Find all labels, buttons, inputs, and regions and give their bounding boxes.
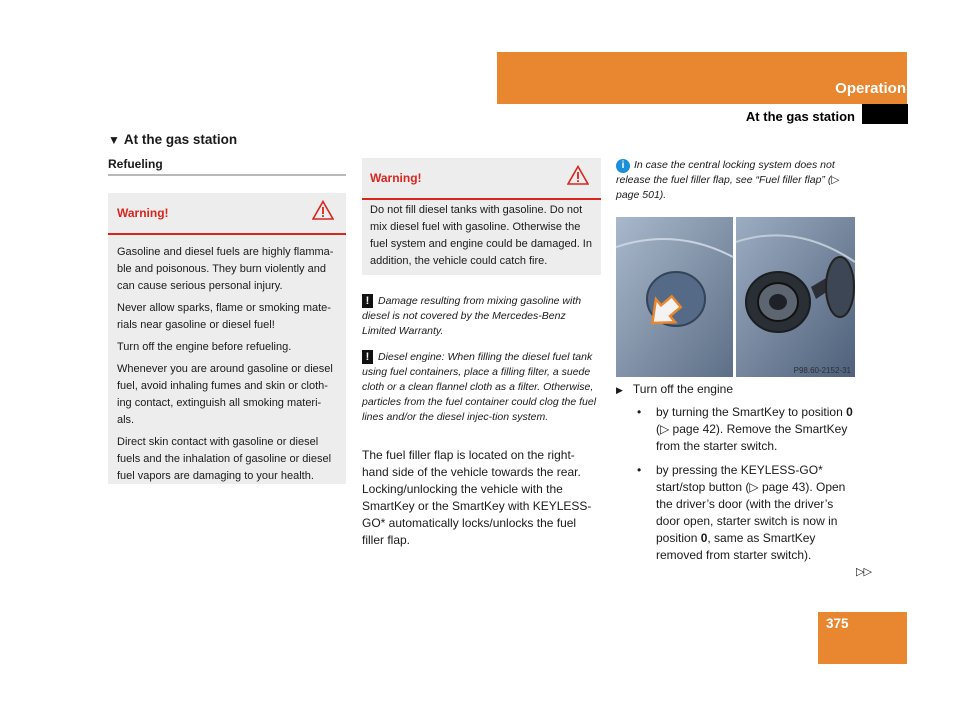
bullet-text-part: by turning the SmartKey to position	[656, 405, 847, 419]
caution-note-text: Diesel engine: When filling the diesel fuel tank using fuel containers, place a filling filter, a suede cloth or a clean flannel cloth as a filter. Otherwise, particles from the fuel container could clog the fuel lines and/or the diesel injec-tion system.	[362, 351, 597, 423]
heading-text: At the gas station	[123, 132, 238, 147]
section-title: Operation	[835, 80, 906, 97]
subheading-rule	[108, 174, 346, 176]
warning-box-fuel-hazard	[108, 193, 346, 484]
warning-triangle-icon	[567, 165, 589, 185]
exclamation-icon: !	[362, 350, 373, 364]
bullet-text-part: , same as SmartKey removed from starter switch).	[656, 531, 816, 562]
warning-paragraph: Direct skin contact with gasoline or diesel fuels and the inhalation of gasoline or diesel fuel vapors are damaging to your health.	[117, 436, 332, 482]
exclamation-icon: !	[362, 294, 373, 308]
sub-section-title: At the gas station	[745, 109, 855, 124]
warning-box-diesel	[362, 158, 601, 275]
info-icon: i	[616, 159, 630, 173]
warning-triangle-icon	[312, 200, 334, 220]
warning-paragraph: Turn off the engine before refueling.	[117, 341, 292, 353]
bullet-dot: •	[637, 405, 642, 419]
continue-arrows-icon: ▷▷	[856, 566, 871, 578]
photo-code: P98.60-2152-31	[793, 366, 851, 375]
fuel-flap-illustration	[616, 217, 855, 377]
step-text: Turn off the engine	[632, 382, 733, 396]
bullet-text	[656, 404, 857, 455]
bullet-item	[637, 462, 857, 564]
page-number: 375	[826, 616, 849, 631]
bullet-bold-value: 0	[846, 405, 853, 419]
warning-paragraph: Do not fill diesel tanks with gasoline. Do not mix diesel fuel with gasoline. Otherwise the fuel system and engine could be damaged. In addition, the vehicle could catch fire.	[370, 204, 592, 267]
bullet-text-part: by pressing the KEYLESS-GO* start/stop button (▷ page 43). Open the driver’s door (with the driver’s door open, starter switch is now in position	[656, 463, 846, 545]
subheading: Refueling	[108, 157, 163, 171]
warning-paragraph: Whenever you are around gasoline or diesel fuel, avoid inhaling fumes and skin or cloth-ing contact, extinguish all smoking materi-als.	[117, 363, 333, 426]
info-note-text: In case the central locking system does not release the fuel filler flap, see “Fuel filler flap” (▷ page 501).	[616, 159, 840, 201]
warning-label: Warning!	[117, 206, 169, 220]
fuel-filler-flap-photo	[616, 217, 855, 377]
caution-note	[362, 294, 602, 339]
bullet-text	[656, 462, 857, 564]
step-item	[616, 381, 856, 399]
warning-paragraph: Never allow sparks, flame or smoking mate-rials near gasoline or diesel fuel!	[117, 302, 331, 331]
caution-note-text: Damage resulting from mixing gasoline with diesel is not covered by the Mercedes-Benz Limited Warranty.	[362, 295, 582, 337]
triangle-bullet-icon: ▶	[616, 385, 623, 395]
warning-header	[108, 193, 346, 235]
warning-paragraph: Gasoline and diesel fuels are highly flamma-ble and poisonous. They burn violently and can cause serious personal injury.	[117, 246, 334, 292]
bullet-bold-value: 0	[700, 531, 708, 545]
body-paragraph: The fuel filler flap is located on the right-hand side of the vehicle towards the rear. Locking/unlocking the vehicle with the SmartKey or the SmartKey with KEYLESS-GO* automatically locks/unlocks the fuel filler flap.	[362, 448, 592, 547]
warning-header	[362, 158, 601, 200]
caution-note	[362, 350, 602, 425]
bullet-item	[637, 404, 857, 455]
bullet-dot: •	[637, 463, 642, 477]
section-heading	[108, 132, 237, 147]
warning-label: Warning!	[370, 171, 422, 185]
info-note	[616, 158, 858, 203]
header-marker-block	[862, 104, 908, 124]
bullet-text-part: (▷ page 42). Remove the SmartKey from the starter switch.	[656, 422, 848, 453]
triangle-down-icon: ▼	[108, 133, 120, 147]
